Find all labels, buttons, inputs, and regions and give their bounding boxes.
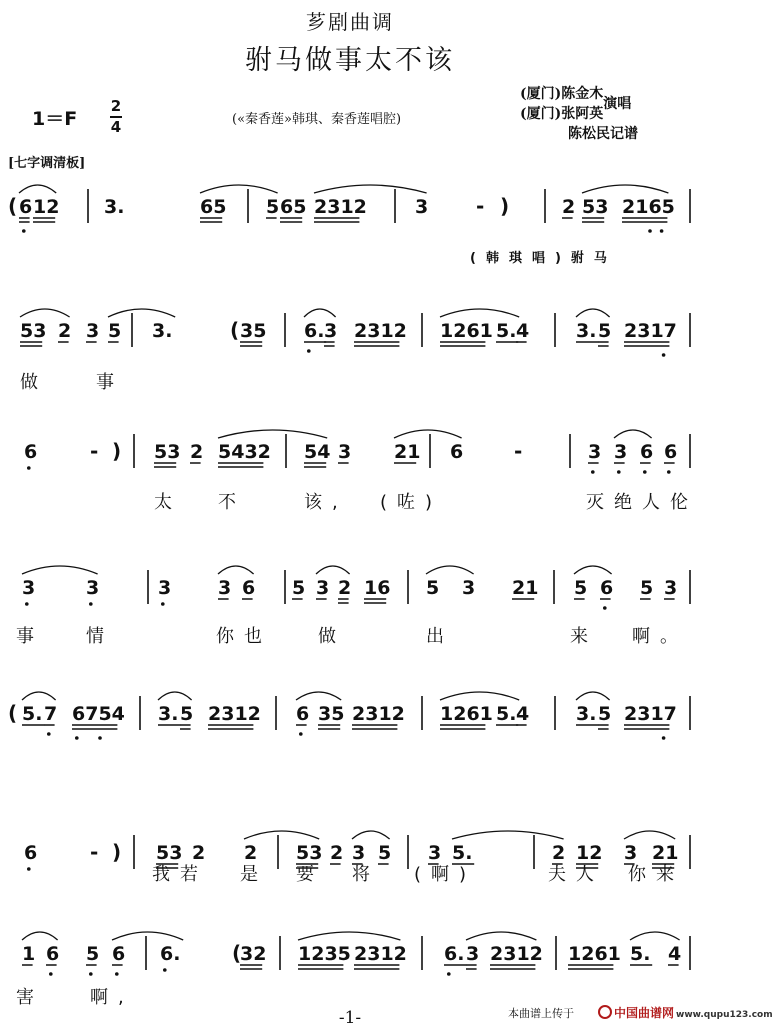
- note-group: 5: [266, 196, 280, 218]
- note-group: 16: [364, 577, 391, 599]
- score-line: [16, 932, 690, 1008]
- note-group: 1235: [298, 943, 351, 965]
- note-group: 54: [304, 441, 331, 463]
- low-octave-dot: [648, 229, 652, 233]
- note-group: 5: [598, 703, 612, 725]
- lyric-text: 你来: [628, 864, 684, 885]
- slur-arc: [614, 430, 652, 438]
- lyric-text: (啊): [414, 864, 477, 885]
- lyric-text: 做: [20, 372, 48, 393]
- score-symbol: ): [112, 840, 122, 864]
- low-octave-dot: [89, 972, 93, 976]
- low-octave-dot: [447, 972, 451, 976]
- score-symbol: -: [90, 439, 99, 463]
- note-group: 2317: [624, 703, 677, 725]
- lyric-text: 出: [426, 626, 454, 647]
- note-group: 6: [600, 577, 614, 599]
- lyric-text: 你也: [216, 626, 272, 647]
- note-group: 4: [516, 320, 530, 342]
- low-octave-dot: [47, 732, 51, 736]
- lyric-text: 将: [352, 864, 380, 885]
- note-group: 2312: [354, 320, 407, 342]
- lyric-text: 来: [570, 626, 598, 647]
- note-group: 35: [240, 320, 267, 342]
- slur-arc: [218, 566, 254, 574]
- note-group: 3.: [576, 703, 597, 725]
- note-group: 3: [415, 196, 429, 218]
- note-group: 5: [640, 577, 654, 599]
- slur-arc: [466, 932, 536, 940]
- note-group: 2: [562, 196, 576, 218]
- note-group: 35: [318, 703, 345, 725]
- lyric-text: 啊,: [90, 987, 134, 1008]
- note-group: 6: [296, 703, 310, 725]
- site-url: www.qupu123.com: [676, 1010, 773, 1020]
- meter-bottom: 4: [110, 118, 122, 136]
- note-group: 6.: [304, 320, 325, 342]
- note-group: 53: [582, 196, 609, 218]
- score-line: [24, 430, 698, 513]
- slur-arc: [158, 692, 192, 700]
- note-group: 1: [22, 943, 36, 965]
- note-group: 2312: [314, 196, 367, 218]
- low-octave-dot: [662, 353, 666, 357]
- note-group: 21: [652, 842, 679, 864]
- note-group: 6: [19, 196, 33, 218]
- note-group: 5.: [22, 703, 43, 725]
- slur-arc: [426, 566, 474, 574]
- note-group: 2312: [490, 943, 543, 965]
- slur-arc: [22, 566, 98, 574]
- lyric-text: 夫人: [548, 864, 604, 885]
- note-group: 65: [200, 196, 227, 218]
- note-group: 5: [426, 577, 440, 599]
- note-group: 3: [316, 577, 330, 599]
- note-group: 2312: [208, 703, 261, 725]
- note-group: 4: [668, 943, 682, 965]
- credit-singer-2: (厦门)张阿英: [520, 106, 604, 122]
- lyric-text: 要: [296, 864, 324, 885]
- slur-arc: [352, 831, 390, 839]
- note-group: 3: [22, 577, 36, 599]
- lyric-text: 害: [16, 987, 44, 1008]
- score-symbol: ): [500, 194, 510, 218]
- lyric-text: 做: [318, 626, 346, 647]
- slur-arc: [394, 430, 462, 438]
- note-group: 2317: [624, 320, 677, 342]
- slur-arc: [582, 185, 668, 193]
- note-group: 3.: [152, 320, 173, 342]
- note-group: 5: [598, 320, 612, 342]
- low-octave-dot: [49, 972, 53, 976]
- slur-arc: [218, 430, 327, 438]
- slur-arc: [296, 692, 341, 700]
- note-group: 32: [240, 943, 267, 965]
- low-octave-dot: [643, 470, 647, 474]
- note-group: 5: [108, 320, 122, 342]
- note-group: 3.: [158, 703, 179, 725]
- note-group: 6: [46, 943, 60, 965]
- low-octave-dot: [299, 732, 303, 736]
- note-group: 6.: [444, 943, 465, 965]
- slur-arc: [630, 932, 680, 940]
- slur-arc: [452, 831, 564, 839]
- score-symbol: -: [90, 840, 99, 864]
- low-octave-dot: [591, 470, 595, 474]
- lyric-text: 太: [154, 492, 182, 513]
- slur-arc: [576, 309, 610, 317]
- note-group: 6: [112, 943, 126, 965]
- key-signature: 1＝F: [32, 108, 78, 130]
- low-octave-dot: [307, 349, 311, 353]
- low-octave-dot: [98, 736, 102, 740]
- slur-arc: [440, 692, 519, 700]
- note-group: 6.: [160, 943, 181, 965]
- note-group: 3: [664, 577, 678, 599]
- note-group: 53: [20, 320, 47, 342]
- slur-arc: [576, 692, 610, 700]
- site-logo: [598, 1004, 773, 1021]
- low-octave-dot: [27, 867, 31, 871]
- note-group: 3.: [576, 320, 597, 342]
- note-group: 5: [180, 703, 194, 725]
- note-group: 5.: [496, 320, 517, 342]
- slur-arc: [19, 185, 56, 193]
- credit-singer-1: (厦门)陈金木: [520, 86, 604, 102]
- source-note: («秦香莲»韩琪、秦香莲唱腔): [232, 112, 402, 127]
- note-group: 5: [574, 577, 588, 599]
- low-octave-dot: [22, 229, 26, 233]
- note-group: 3.: [104, 196, 125, 218]
- note-group: 3: [624, 842, 638, 864]
- note-group: 5: [86, 943, 100, 965]
- note-group: 3: [324, 320, 338, 342]
- note-group: 2312: [352, 703, 405, 725]
- score-line: [8, 692, 690, 740]
- note-group: 3: [588, 441, 602, 463]
- note-group: 3: [466, 943, 480, 965]
- note-group: 3: [86, 577, 100, 599]
- low-octave-dot: [163, 968, 167, 972]
- note-group: 3: [338, 441, 352, 463]
- note-group: 5.: [452, 842, 473, 864]
- upload-note: 本曲谱上传于: [508, 1007, 574, 1020]
- note-group: 53: [296, 842, 323, 864]
- note-group: 2: [190, 441, 204, 463]
- tune-type-label: [七字调清板]: [8, 156, 86, 171]
- note-group: 53: [156, 842, 183, 864]
- note-group: 12: [576, 842, 603, 864]
- note-group: 3: [462, 577, 476, 599]
- note-group: 1261: [568, 943, 621, 965]
- note-group: 3: [158, 577, 172, 599]
- note-group: 12: [33, 196, 60, 218]
- note-group: 5432: [218, 441, 271, 463]
- note-group: 3: [614, 441, 628, 463]
- low-octave-dot: [115, 972, 119, 976]
- note-group: 5: [378, 842, 392, 864]
- note-group: 2: [58, 320, 72, 342]
- lyric-text: (咗): [380, 492, 443, 513]
- score-line: [16, 566, 690, 647]
- song-title: 驸马做事太不该: [245, 45, 455, 76]
- lyric-text: 啊。: [632, 626, 688, 647]
- note-group: 21: [394, 441, 421, 463]
- note-group: 6: [450, 441, 464, 463]
- note-group: 21: [512, 577, 539, 599]
- note-group: 2: [192, 842, 206, 864]
- slur-arc: [200, 185, 278, 193]
- slur-arc: [22, 692, 56, 700]
- slur-arc: [20, 309, 70, 317]
- note-group: 2: [338, 577, 352, 599]
- note-group: 65: [280, 196, 307, 218]
- low-octave-dot: [603, 606, 607, 610]
- slur-arc: [314, 185, 427, 193]
- low-octave-dot: [161, 602, 165, 606]
- note-group: 7: [44, 703, 58, 725]
- site-name: 中国曲谱网: [614, 1006, 675, 1020]
- low-octave-dot: [75, 736, 79, 740]
- credit-role: 演唱: [603, 96, 632, 112]
- note-group: 1261: [440, 703, 493, 725]
- slur-arc: [112, 932, 183, 940]
- low-octave-dot: [617, 470, 621, 474]
- credit-transcriber: 陈松民记谱: [568, 126, 638, 142]
- note-group: 6: [640, 441, 654, 463]
- score-line: [20, 309, 690, 393]
- note-group: 5.: [630, 943, 651, 965]
- score-symbol: -: [514, 439, 523, 463]
- note-group: 6: [664, 441, 678, 463]
- note-group: 4: [516, 703, 530, 725]
- low-octave-dot: [662, 736, 666, 740]
- lyric-text: 事: [96, 372, 124, 393]
- genre-heading: 芗剧曲调: [306, 10, 394, 34]
- slur-arc: [22, 932, 58, 940]
- note-group: 2165: [622, 196, 675, 218]
- note-group: 3: [86, 320, 100, 342]
- note-group: 2312: [354, 943, 407, 965]
- note-group: 2: [330, 842, 344, 864]
- note-group: 3: [352, 842, 366, 864]
- note-group: 6: [242, 577, 256, 599]
- score-symbol: (: [230, 318, 240, 342]
- note-group: 1261: [440, 320, 493, 342]
- note-group: 6754: [72, 703, 125, 725]
- note-group: 3: [428, 842, 442, 864]
- lyric-text: 该,: [304, 492, 348, 513]
- score-symbol: (: [8, 194, 18, 218]
- low-octave-dot: [660, 229, 664, 233]
- slur-arc: [244, 831, 319, 839]
- note-group: 5.: [496, 703, 517, 725]
- note-group: 5: [292, 577, 306, 599]
- lyric-text: 事: [16, 626, 44, 647]
- logo-icon: [598, 1005, 612, 1019]
- lyric-text: (韩琪唱)驸马: [470, 251, 617, 266]
- note-group: 3: [218, 577, 232, 599]
- low-octave-dot: [25, 602, 29, 606]
- note-group: 6: [24, 842, 38, 864]
- note-group: 53: [154, 441, 181, 463]
- score-symbol: -: [476, 194, 485, 218]
- score-symbol: (: [232, 941, 242, 965]
- lyric-text: 是: [240, 864, 268, 885]
- slur-arc: [108, 309, 175, 317]
- slur-arc: [440, 309, 519, 317]
- lyric-text: 不: [218, 492, 246, 513]
- slur-arc: [298, 932, 400, 940]
- lyric-text: 我若: [152, 864, 208, 885]
- score-line: [24, 831, 690, 885]
- note-group: 6: [24, 441, 38, 463]
- note-group: 2: [244, 842, 258, 864]
- lyric-text: 灭绝人伦: [586, 492, 698, 513]
- score-line: [8, 185, 690, 266]
- slur-arc: [624, 831, 675, 839]
- slur-arc: [574, 566, 612, 574]
- low-octave-dot: [89, 602, 93, 606]
- note-group: 2: [552, 842, 566, 864]
- page-number: -1-: [338, 1008, 362, 1028]
- meter-top: 2: [110, 97, 122, 115]
- slur-arc: [316, 566, 350, 574]
- low-octave-dot: [27, 466, 31, 470]
- low-octave-dot: [667, 470, 671, 474]
- lyric-text: 情: [86, 626, 114, 647]
- score-symbol: (: [8, 701, 18, 725]
- slur-arc: [304, 309, 336, 317]
- score-symbol: ): [112, 439, 122, 463]
